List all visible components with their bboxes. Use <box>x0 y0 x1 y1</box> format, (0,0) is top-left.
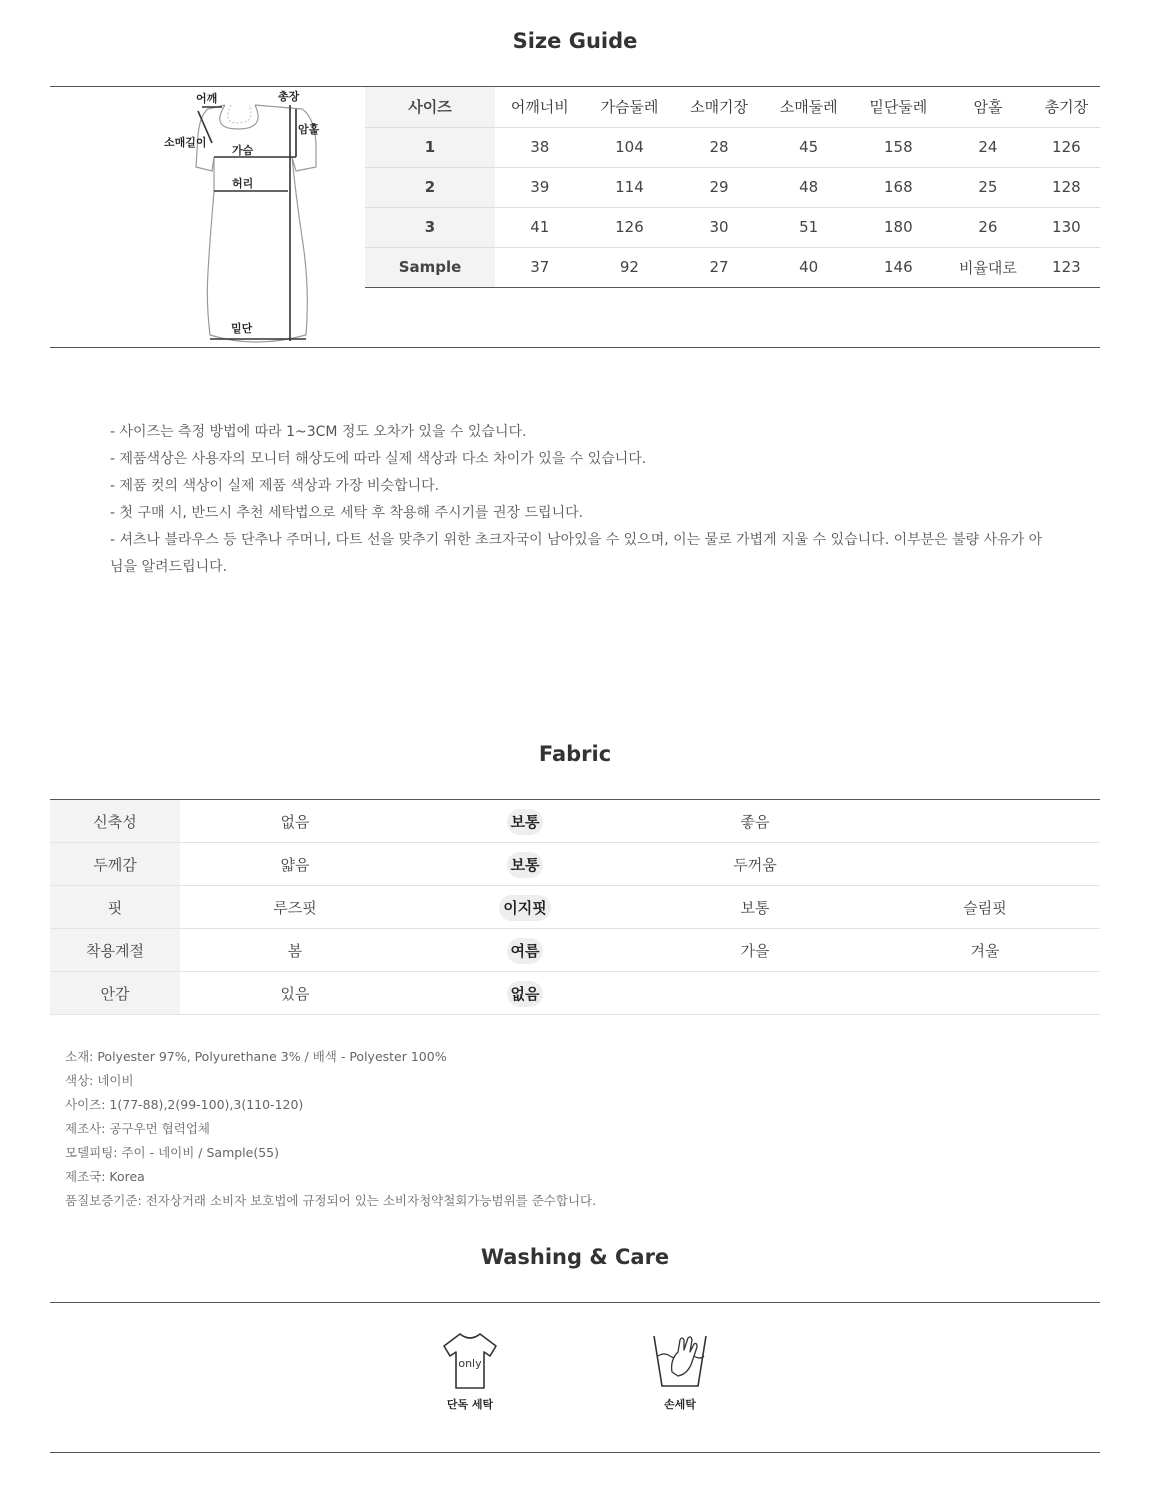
size-label: 3 <box>365 207 495 247</box>
fabric-option: 슬림핏 <box>963 898 1007 917</box>
fabric-row-label: 착용계절 <box>50 929 180 972</box>
diagram-label-hem: 밑단 <box>231 322 253 335</box>
fabric-row-label: 두께감 <box>50 843 180 886</box>
size-table <box>365 87 1100 288</box>
fabric-option: 좋음 <box>740 812 770 831</box>
diagram-label-sleeve-length: 소매길이 <box>164 136 207 149</box>
size-notes <box>110 419 1050 581</box>
fabric-row <box>50 843 1100 886</box>
table-cell: 28 <box>674 127 764 167</box>
size-table-header-row <box>365 87 1100 127</box>
table-cell: 123 <box>1033 247 1100 287</box>
care-item-separate-wash <box>425 1330 515 1412</box>
table-row <box>365 207 1100 247</box>
diagram-label-total-length: 총장 <box>278 90 300 103</box>
fabric-option: 겨울 <box>970 941 1000 960</box>
fabric-option-cell <box>180 800 410 843</box>
table-cell: 27 <box>674 247 764 287</box>
size-label: 1 <box>365 127 495 167</box>
fabric-row-label: 핏 <box>50 886 180 929</box>
table-cell: 146 <box>854 247 944 287</box>
size-guide-section <box>50 86 1100 348</box>
table-cell: 114 <box>585 167 675 207</box>
table-cell: 비율대로 <box>943 247 1033 287</box>
dress-outline-icon <box>110 87 330 349</box>
divider <box>50 1302 1100 1303</box>
size-column-header: 사이즈 <box>365 87 495 127</box>
column-header: 암홀 <box>943 87 1033 127</box>
fabric-option-cell <box>410 929 640 972</box>
table-cell: 45 <box>764 127 854 167</box>
column-header: 총기장 <box>1033 87 1100 127</box>
fabric-option-cell <box>640 843 870 886</box>
note-line: - 제품 컷의 색상이 실제 제품 색상과 가장 비슷합니다. <box>110 478 440 494</box>
fabric-option-cell <box>640 972 870 1015</box>
fabric-option: 없음 <box>280 812 310 831</box>
table-cell: 29 <box>674 167 764 207</box>
fabric-option-cell <box>640 800 870 843</box>
fabric-option-cell <box>410 972 640 1015</box>
table-cell: 180 <box>854 207 944 247</box>
fabric-option-cell <box>640 929 870 972</box>
diagram-label-shoulder: 어깨 <box>196 92 218 105</box>
info-manufacturer: 제조사: 공구우먼 협력업체 <box>65 1121 210 1136</box>
table-cell: 126 <box>1033 127 1100 167</box>
table-cell: 25 <box>943 167 1033 207</box>
fabric-row <box>50 972 1100 1015</box>
fabric-table <box>50 799 1100 1015</box>
table-cell: 126 <box>585 207 675 247</box>
fabric-option: 있음 <box>280 984 310 1003</box>
fabric-option: 보통 <box>740 898 770 917</box>
fabric-option-cell <box>870 972 1100 1015</box>
size-guide-title: Size Guide <box>512 29 638 53</box>
note-line: - 셔츠나 블라우스 등 단추나 주머니, 다트 선을 맞추기 위한 초크자국이 남아있을 수 있으며, 이는 물로 가볍게 지울 수 있습니다. 이부분은 불량 사유가 아님을 알려드립니다. <box>110 532 1043 575</box>
info-country: 제조국: Korea <box>65 1169 145 1184</box>
info-model-fitting: 모델피팅: 주이 - 네이비 / Sample(55) <box>65 1145 280 1160</box>
table-cell: 24 <box>943 127 1033 167</box>
fabric-option: 봄 <box>287 941 303 960</box>
tshirt-only-icon <box>440 1330 500 1392</box>
table-cell: 38 <box>495 127 585 167</box>
fabric-option-cell <box>870 929 1100 972</box>
fabric-option-cell <box>640 886 870 929</box>
info-quality-standard: 품질보증기준: 전자상거래 소비자 보호법에 규정되어 있는 소비자청약철회가능범위를 준수합니다. <box>65 1193 597 1208</box>
note-line: - 첫 구매 시, 반드시 추천 세탁법으로 세탁 후 착용해 주시기를 권장 드립니다. <box>110 505 584 521</box>
fabric-option-cell <box>410 886 640 929</box>
table-cell: 48 <box>764 167 854 207</box>
fabric-option-cell <box>870 800 1100 843</box>
table-cell: 168 <box>854 167 944 207</box>
info-material: 소재: Polyester 97%, Polyurethane 3% / 배색 - Polyester 100% <box>65 1049 447 1064</box>
fabric-option: 루즈핏 <box>273 898 317 917</box>
column-header: 밑단둘레 <box>854 87 944 127</box>
diagram-label-armhole: 암홀 <box>298 123 320 136</box>
table-cell: 51 <box>764 207 854 247</box>
table-cell: 30 <box>674 207 764 247</box>
table-cell: 41 <box>495 207 585 247</box>
table-cell: 37 <box>495 247 585 287</box>
dress-measurement-diagram <box>110 87 330 349</box>
fabric-option: 두꺼움 <box>733 855 777 874</box>
fabric-option-cell <box>180 843 410 886</box>
care-item-hand-wash <box>635 1330 725 1412</box>
fabric-option-cell <box>870 886 1100 929</box>
fabric-option-selected: 보통 <box>507 852 544 878</box>
table-cell: 158 <box>854 127 944 167</box>
fabric-row-label: 안감 <box>50 972 180 1015</box>
table-cell: 40 <box>764 247 854 287</box>
table-cell: 128 <box>1033 167 1100 207</box>
table-cell: 92 <box>585 247 675 287</box>
fabric-title: Fabric <box>538 742 612 766</box>
care-label-hand-wash: 손세탁 <box>664 1398 696 1411</box>
fabric-row-label: 신축성 <box>50 800 180 843</box>
note-line: - 제품색상은 사용자의 모니터 해상도에 따라 실제 색상과 다소 차이가 있을 수 있습니다. <box>110 451 647 467</box>
fabric-option-cell <box>180 929 410 972</box>
divider <box>50 1452 1100 1453</box>
info-color: 색상: 네이비 <box>65 1073 134 1088</box>
column-header: 소매기장 <box>674 87 764 127</box>
product-info <box>65 1045 596 1213</box>
note-line: - 사이즈는 측정 방법에 따라 1~3CM 정도 오차가 있을 수 있습니다. <box>110 424 527 440</box>
fabric-option-cell <box>410 800 640 843</box>
fabric-option-selected: 여름 <box>507 938 544 964</box>
tshirt-icon-text: only <box>458 1357 482 1370</box>
washing-care-title: Washing & Care <box>480 1245 670 1269</box>
fabric-option: 얇음 <box>280 855 310 874</box>
diagram-label-chest: 가슴 <box>232 144 254 157</box>
table-cell: 39 <box>495 167 585 207</box>
size-label: Sample <box>365 247 495 287</box>
fabric-option-selected: 이지핏 <box>499 895 550 921</box>
column-header: 소매둘레 <box>764 87 854 127</box>
fabric-option: 가을 <box>740 941 770 960</box>
table-cell: 130 <box>1033 207 1100 247</box>
table-row <box>365 247 1100 287</box>
info-size: 사이즈: 1(77-88),2(99-100),3(110-120) <box>65 1097 304 1112</box>
fabric-option-cell <box>180 972 410 1015</box>
hand-wash-icon <box>650 1330 710 1392</box>
table-row <box>365 127 1100 167</box>
column-header: 가슴둘레 <box>585 87 675 127</box>
fabric-option-cell <box>410 843 640 886</box>
table-row <box>365 167 1100 207</box>
table-cell: 104 <box>585 127 675 167</box>
fabric-row <box>50 886 1100 929</box>
fabric-row <box>50 800 1100 843</box>
care-label-separate-wash: 단독 세탁 <box>446 1398 494 1411</box>
column-header: 어깨너비 <box>495 87 585 127</box>
table-cell: 26 <box>943 207 1033 247</box>
fabric-option-cell <box>180 886 410 929</box>
fabric-option-selected: 보통 <box>507 809 544 835</box>
fabric-option-cell <box>870 843 1100 886</box>
diagram-label-waist: 허리 <box>232 177 254 190</box>
fabric-option-selected: 없음 <box>507 981 544 1007</box>
size-label: 2 <box>365 167 495 207</box>
fabric-row <box>50 929 1100 972</box>
